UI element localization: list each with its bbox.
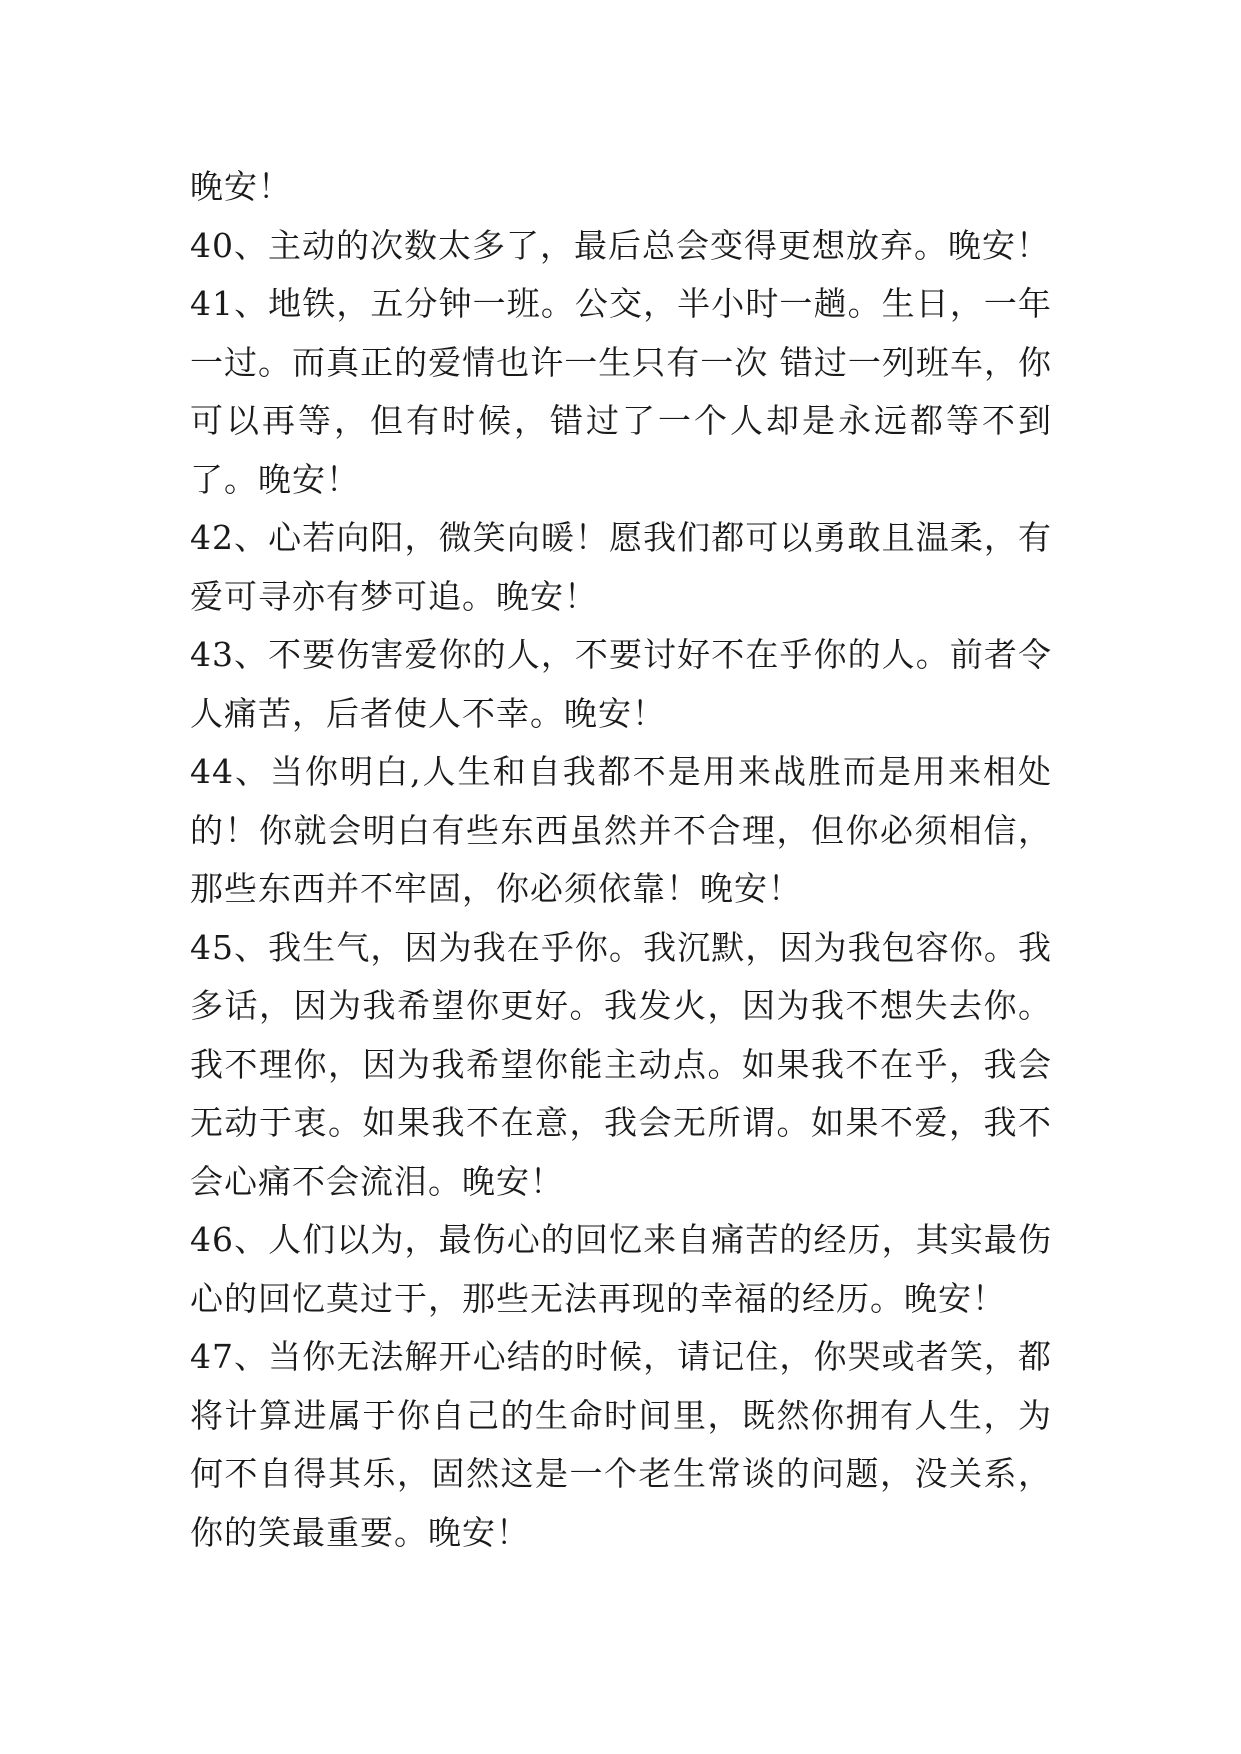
paragraph-44: 44、当你明白,人生和自我都不是用来战胜而是用来相处的！你就会明白有些东西虽然并不合理，但你必须相信，那些东西并不牢固，你必须依靠！晚安！ [190,752,1052,908]
paragraph-46: 46、人们以为，最伤心的回忆来自痛苦的经历，其实最伤心的回忆莫过于，那些无法再现的幸福的经历。晚安！ [190,1220,1052,1318]
paragraph-47: 47、当你无法解开心结的时候，请记住，你哭或者笑，都将计算进属于你自己的生命时间里，既然你拥有人生，为何不自得其乐，固然这是一个老生常谈的问题，没关系，你的笑最重要。晚安！ [190,1337,1052,1552]
document-body [190,158,1052,1562]
paragraph-42: 42、心若向阳，微笑向暖！愿我们都可以勇敢且温柔，有爱可寻亦有梦可追。晚安！ [190,518,1052,616]
paragraph-45: 45、我生气，因为我在乎你。我沉默，因为我包容你。我多话，因为我希望你更好。我发火，因为我不想失去你。我不理你，因为我希望你能主动点。如果我不在乎，我会无动于衷。如果我不在意，我会无所谓。如果不爱，我不会心痛不会流泪。晚安！ [190,927,1052,1201]
paragraph-43: 43、不要伤害爱你的人，不要讨好不在乎你的人。前者令人痛苦，后者使人不幸。晚安！ [190,635,1052,733]
paragraph-40: 40、主动的次数太多了，最后总会变得更想放弃。晚安！ [190,225,1050,265]
paragraph-continuation: 晚安！ [190,167,292,206]
paragraph-41: 41、地铁，五分钟一班。公交，半小时一趟。生日，一年一过。而真正的爱情也许一生只有一次 错过一列班车，你可以再等，但有时候，错过了一个人却是永远都等不到了。晚安！ [190,284,1052,499]
